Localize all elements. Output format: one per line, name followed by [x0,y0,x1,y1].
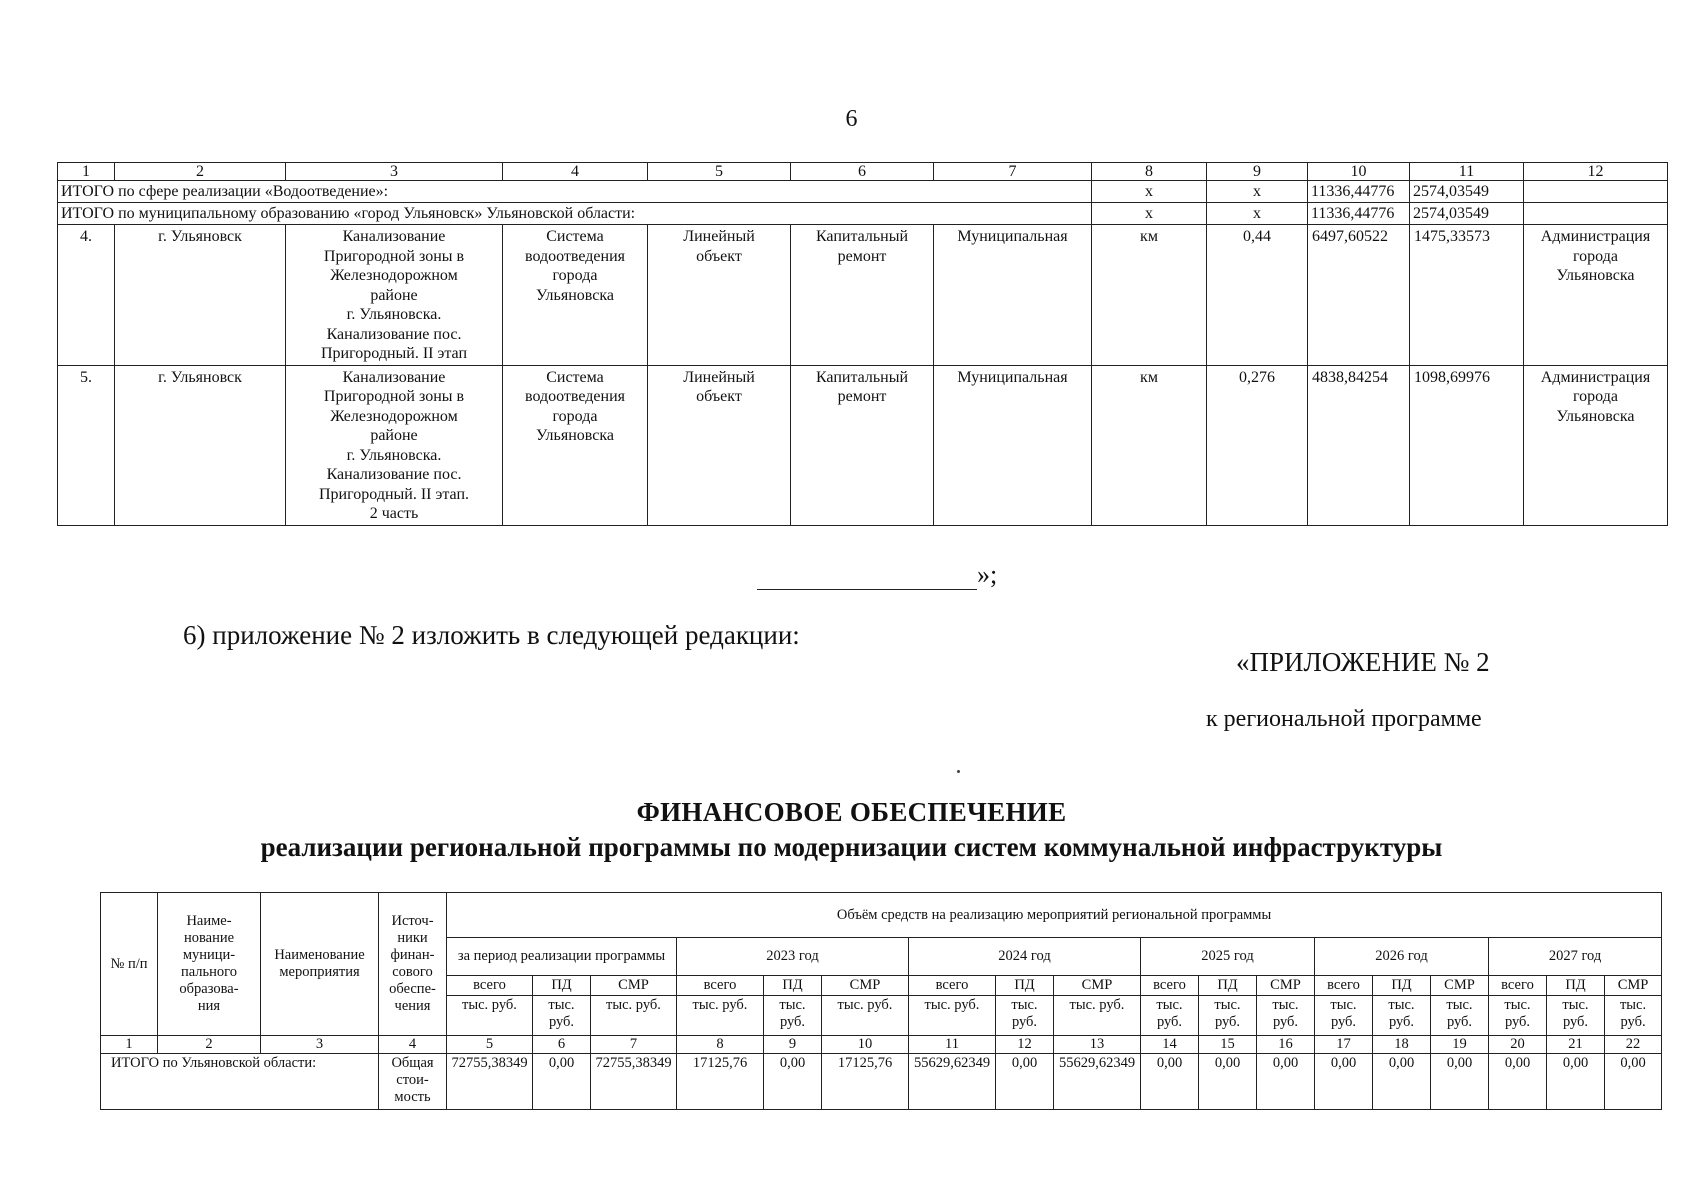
text-line: города [1573,388,1618,405]
col-num: 6 [533,1036,591,1054]
value-cell: 55629,62349 [909,1054,996,1110]
total-qty: х [1207,181,1308,203]
text-line: Наиме- [186,913,232,929]
row-object-type [648,365,791,525]
financing-table [100,892,1662,1110]
sub-pd: ПД [1373,976,1431,996]
text-line: стои- [396,1072,429,1088]
row-ownership: Муниципальная [934,365,1092,525]
sub-total: всего [1315,976,1373,996]
value-cell: 72755,38349 [591,1054,677,1110]
total-empty [1524,181,1668,203]
text-line: Источ- [391,913,434,929]
period-2027: 2027 год [1489,938,1662,976]
period-total: за период реализации программы [447,938,677,976]
text-line: районе [370,286,418,304]
text-line: Общая [391,1055,434,1071]
column-numbers-row [101,1036,1662,1054]
col-num: 20 [1489,1036,1547,1054]
col-num: 5 [648,163,791,181]
value-cell: 0,00 [1431,1054,1489,1110]
period-2024: 2024 год [909,938,1141,976]
text-line: Ульяновска [1556,407,1635,425]
text-line: чения [394,998,431,1014]
appendix-subtitle: к региональной программе [1206,706,1482,732]
sub-total: всего [677,976,764,996]
text-line: Система [546,228,604,245]
value-cell: 72755,38349 [447,1054,533,1110]
col-num: 4 [503,163,648,181]
total-cost: 11336,44776 [1308,203,1410,225]
row-cost: 4838,84254 [1308,365,1410,525]
text-line: Ульяновска [536,286,614,304]
total-label: ИТОГО по сфере реализации «Водоотведение»: [58,181,1092,203]
unit-cell: тыс. руб. [1605,996,1662,1036]
unit-cell: тыс. руб. [764,996,822,1036]
page-number: 6 [845,106,858,132]
total-row [101,1054,1662,1110]
text-line: сового [392,964,433,980]
text-line: города [552,407,598,425]
header-source [379,893,447,1036]
col-num: 7 [591,1036,677,1054]
sub-total: всего [1141,976,1199,996]
text-line: районе [370,427,418,444]
value-cell: 55629,62349 [1054,1054,1141,1110]
value-cell: 17125,76 [822,1054,909,1110]
unit-cell: тыс. руб. [591,996,677,1036]
value-cell: 0,00 [1605,1054,1662,1110]
value-cell: 0,00 [1315,1054,1373,1110]
sub-pd: ПД [996,976,1054,996]
text-line: Линейный [683,368,755,386]
closing-mark [757,560,997,590]
header-np: № п/п [101,893,158,1036]
header-municipality [158,893,261,1036]
total-label: ИТОГО по Ульяновской области: [101,1054,379,1110]
text-line: Канализование пос. [326,325,462,343]
text-line: мероприятия [279,964,360,980]
text-line: Пригородной зоны в [323,247,465,265]
sub-pd: ПД [1547,976,1605,996]
unit-cell: тыс. руб. [1373,996,1431,1036]
col-num: 8 [1092,163,1207,181]
col-num: 19 [1431,1036,1489,1054]
total-row-sphere [58,181,1668,203]
text-line: объект [696,388,742,405]
period-2026: 2026 год [1315,938,1489,976]
unit-cell: тыс. руб. [533,996,591,1036]
row-city: г. Ульяновск [115,365,286,525]
col-num: 14 [1141,1036,1199,1054]
text-line: Канализование [342,368,446,386]
col-num: 9 [1207,163,1308,181]
row-ownership: Муниципальная [934,225,1092,366]
text-line: ремонт [837,388,887,405]
col-num: 9 [764,1036,822,1054]
value-cell: 0,00 [764,1054,822,1110]
row-event-name [286,365,503,525]
col-num: 5 [447,1036,533,1054]
text-line: Железнодорожном [330,267,458,284]
col-num: 17 [1315,1036,1373,1054]
text-line: Администрация [1540,368,1651,386]
text-line: Капитальный [815,228,909,245]
col-num: 3 [286,163,503,181]
col-num: 6 [791,163,934,181]
text-line: образова- [179,981,239,997]
row-system [503,365,648,525]
row-cost: 6497,60522 [1308,225,1410,366]
text-line: Администрация [1540,228,1651,245]
text-line: Пригородный. II этап [321,345,467,362]
col-num: 16 [1257,1036,1315,1054]
row-event-name [286,225,503,366]
col-num: 12 [996,1036,1054,1054]
col-num: 2 [158,1036,261,1054]
total-qty: х [1207,203,1308,225]
col-num: 22 [1605,1036,1662,1054]
row-cost-2: 1098,69976 [1410,365,1524,525]
table-row [58,225,1668,366]
text-line: Система [546,368,604,386]
unit-cell: тыс. руб. [447,996,533,1036]
period-2025: 2025 год [1141,938,1315,976]
row-object-type [648,225,791,366]
col-num: 11 [909,1036,996,1054]
row-organization [1524,365,1668,525]
text-line: г. Ульяновска. [346,446,442,464]
text-line: Железнодорожном [330,407,458,425]
value-cell: 0,00 [1141,1054,1199,1110]
col-num: 7 [934,163,1092,181]
row-number: 4. [58,225,115,366]
text-line: Канализование [342,228,446,245]
col-num: 4 [379,1036,447,1054]
row-number: 5. [58,365,115,525]
text-line: нование [183,930,235,946]
unit-cell: тыс. руб. [996,996,1054,1036]
total-empty [1524,203,1668,225]
sub-pd: ПД [533,976,591,996]
text-line: мость [394,1089,431,1105]
text-line: Пригородной зоны в [323,388,465,405]
col-num: 3 [261,1036,379,1054]
text-line: пального [180,964,238,980]
text-line: Капитальный [815,368,909,386]
col-num: 21 [1547,1036,1605,1054]
sub-smr: СМР [1605,976,1662,996]
row-work-type [791,225,934,366]
text-line: Ульяновска [536,427,614,444]
row-unit: км [1092,365,1207,525]
header-event [261,893,379,1036]
col-num: 11 [1410,163,1524,181]
text-line: Линейный [683,228,755,245]
appendix-title: «ПРИЛОЖЕНИЕ № 2 [1236,647,1490,677]
period-2023: 2023 год [677,938,909,976]
col-num: 10 [822,1036,909,1054]
document-subtitle: реализации региональной программы по модернизации систем коммунальной инфраструктуры [260,832,1443,862]
text-line: Канализование пос. [326,466,462,483]
text-line: объект [696,247,742,265]
text-line: г. Ульяновска. [346,306,442,323]
sub-total: всего [447,976,533,996]
col-num: 15 [1199,1036,1257,1054]
sub-smr: СМР [1054,976,1141,996]
text-line: города [552,267,598,284]
total-label: ИТОГО по муниципальному образованию «город Ульяновск» Ульяновской области: [58,203,1092,225]
text-line: 2 часть [369,505,419,522]
total-cost: 11336,44776 [1308,181,1410,203]
row-quantity: 0,276 [1207,365,1308,525]
sub-pd: ПД [1199,976,1257,996]
total-unit: х [1092,181,1207,203]
row-quantity: 0,44 [1207,225,1308,366]
col-num: 18 [1373,1036,1431,1054]
header-row-1 [101,893,1662,938]
unit-cell: тыс. руб. [1054,996,1141,1036]
column-numbers-row [58,163,1668,181]
value-cell: 0,00 [1257,1054,1315,1110]
row-unit: км [1092,225,1207,366]
col-num: 8 [677,1036,764,1054]
total-cost-2: 2574,03549 [1410,181,1524,203]
unit-cell: тыс. руб. [909,996,996,1036]
value-cell: 0,00 [533,1054,591,1110]
table-row [58,365,1668,525]
text-line: Ульяновска [1556,267,1635,284]
sub-pd: ПД [764,976,822,996]
total-cost-2: 2574,03549 [1410,203,1524,225]
document-title: ФИНАНСОВОЕ ОБЕСПЕЧЕНИЕ [636,797,1067,827]
row-work-type [791,365,934,525]
col-num: 13 [1054,1036,1141,1054]
text-line: Пригородный. II этап. [319,485,469,503]
value-cell: 0,00 [1489,1054,1547,1110]
value-cell: 0,00 [1547,1054,1605,1110]
text-line: ремонт [837,247,887,265]
unit-cell: тыс. руб. [1489,996,1547,1036]
total-row-municipality [58,203,1668,225]
text-line: водоотведения [525,247,625,265]
col-num: 12 [1524,163,1668,181]
sub-total: всего [909,976,996,996]
text-line: финан- [390,947,435,963]
row-cost-2: 1475,33573 [1410,225,1524,366]
row-organization [1524,225,1668,366]
unit-cell: тыс. руб. [1547,996,1605,1036]
text-line: Наименование [274,947,365,963]
text-line: ники [397,930,428,946]
text-line: города [1573,247,1618,265]
col-num: 1 [58,163,115,181]
row-system [503,225,648,366]
text-line: водоотведения [525,388,625,405]
text-line: ния [197,998,221,1014]
total-unit: х [1092,203,1207,225]
unit-cell: тыс. руб. [822,996,909,1036]
unit-cell: тыс. руб. [677,996,764,1036]
col-num: 2 [115,163,286,181]
sub-smr: СМР [1257,976,1315,996]
value-cell: 0,00 [1199,1054,1257,1110]
sub-smr: СМР [822,976,909,996]
value-cell: 0,00 [996,1054,1054,1110]
row-city: г. Ульяновск [115,225,286,366]
unit-cell: тыс. руб. [1199,996,1257,1036]
unit-cell: тыс. руб. [1257,996,1315,1036]
col-num: 10 [1308,163,1410,181]
sub-total: всего [1489,976,1547,996]
unit-cell: тыс. руб. [1431,996,1489,1036]
col-num: 1 [101,1036,158,1054]
objects-table [57,162,1668,526]
unit-cell: тыс. руб. [1141,996,1199,1036]
value-cell: 0,00 [1373,1054,1431,1110]
closing-quote: »; [977,560,998,589]
header-volume: Объём средств на реализацию мероприятий региональной программы [447,893,1662,938]
unit-cell: тыс. руб. [1315,996,1373,1036]
sub-smr: СМР [1431,976,1489,996]
text-line: обеспе- [389,981,436,997]
text-line: муници- [182,947,236,963]
total-source [379,1054,447,1110]
underline-blank [757,565,977,590]
stray-dot [957,770,960,773]
amendment-paragraph: 6) приложение № 2 изложить в следующей редакции: [183,620,800,650]
sub-smr: СМР [591,976,677,996]
value-cell: 17125,76 [677,1054,764,1110]
